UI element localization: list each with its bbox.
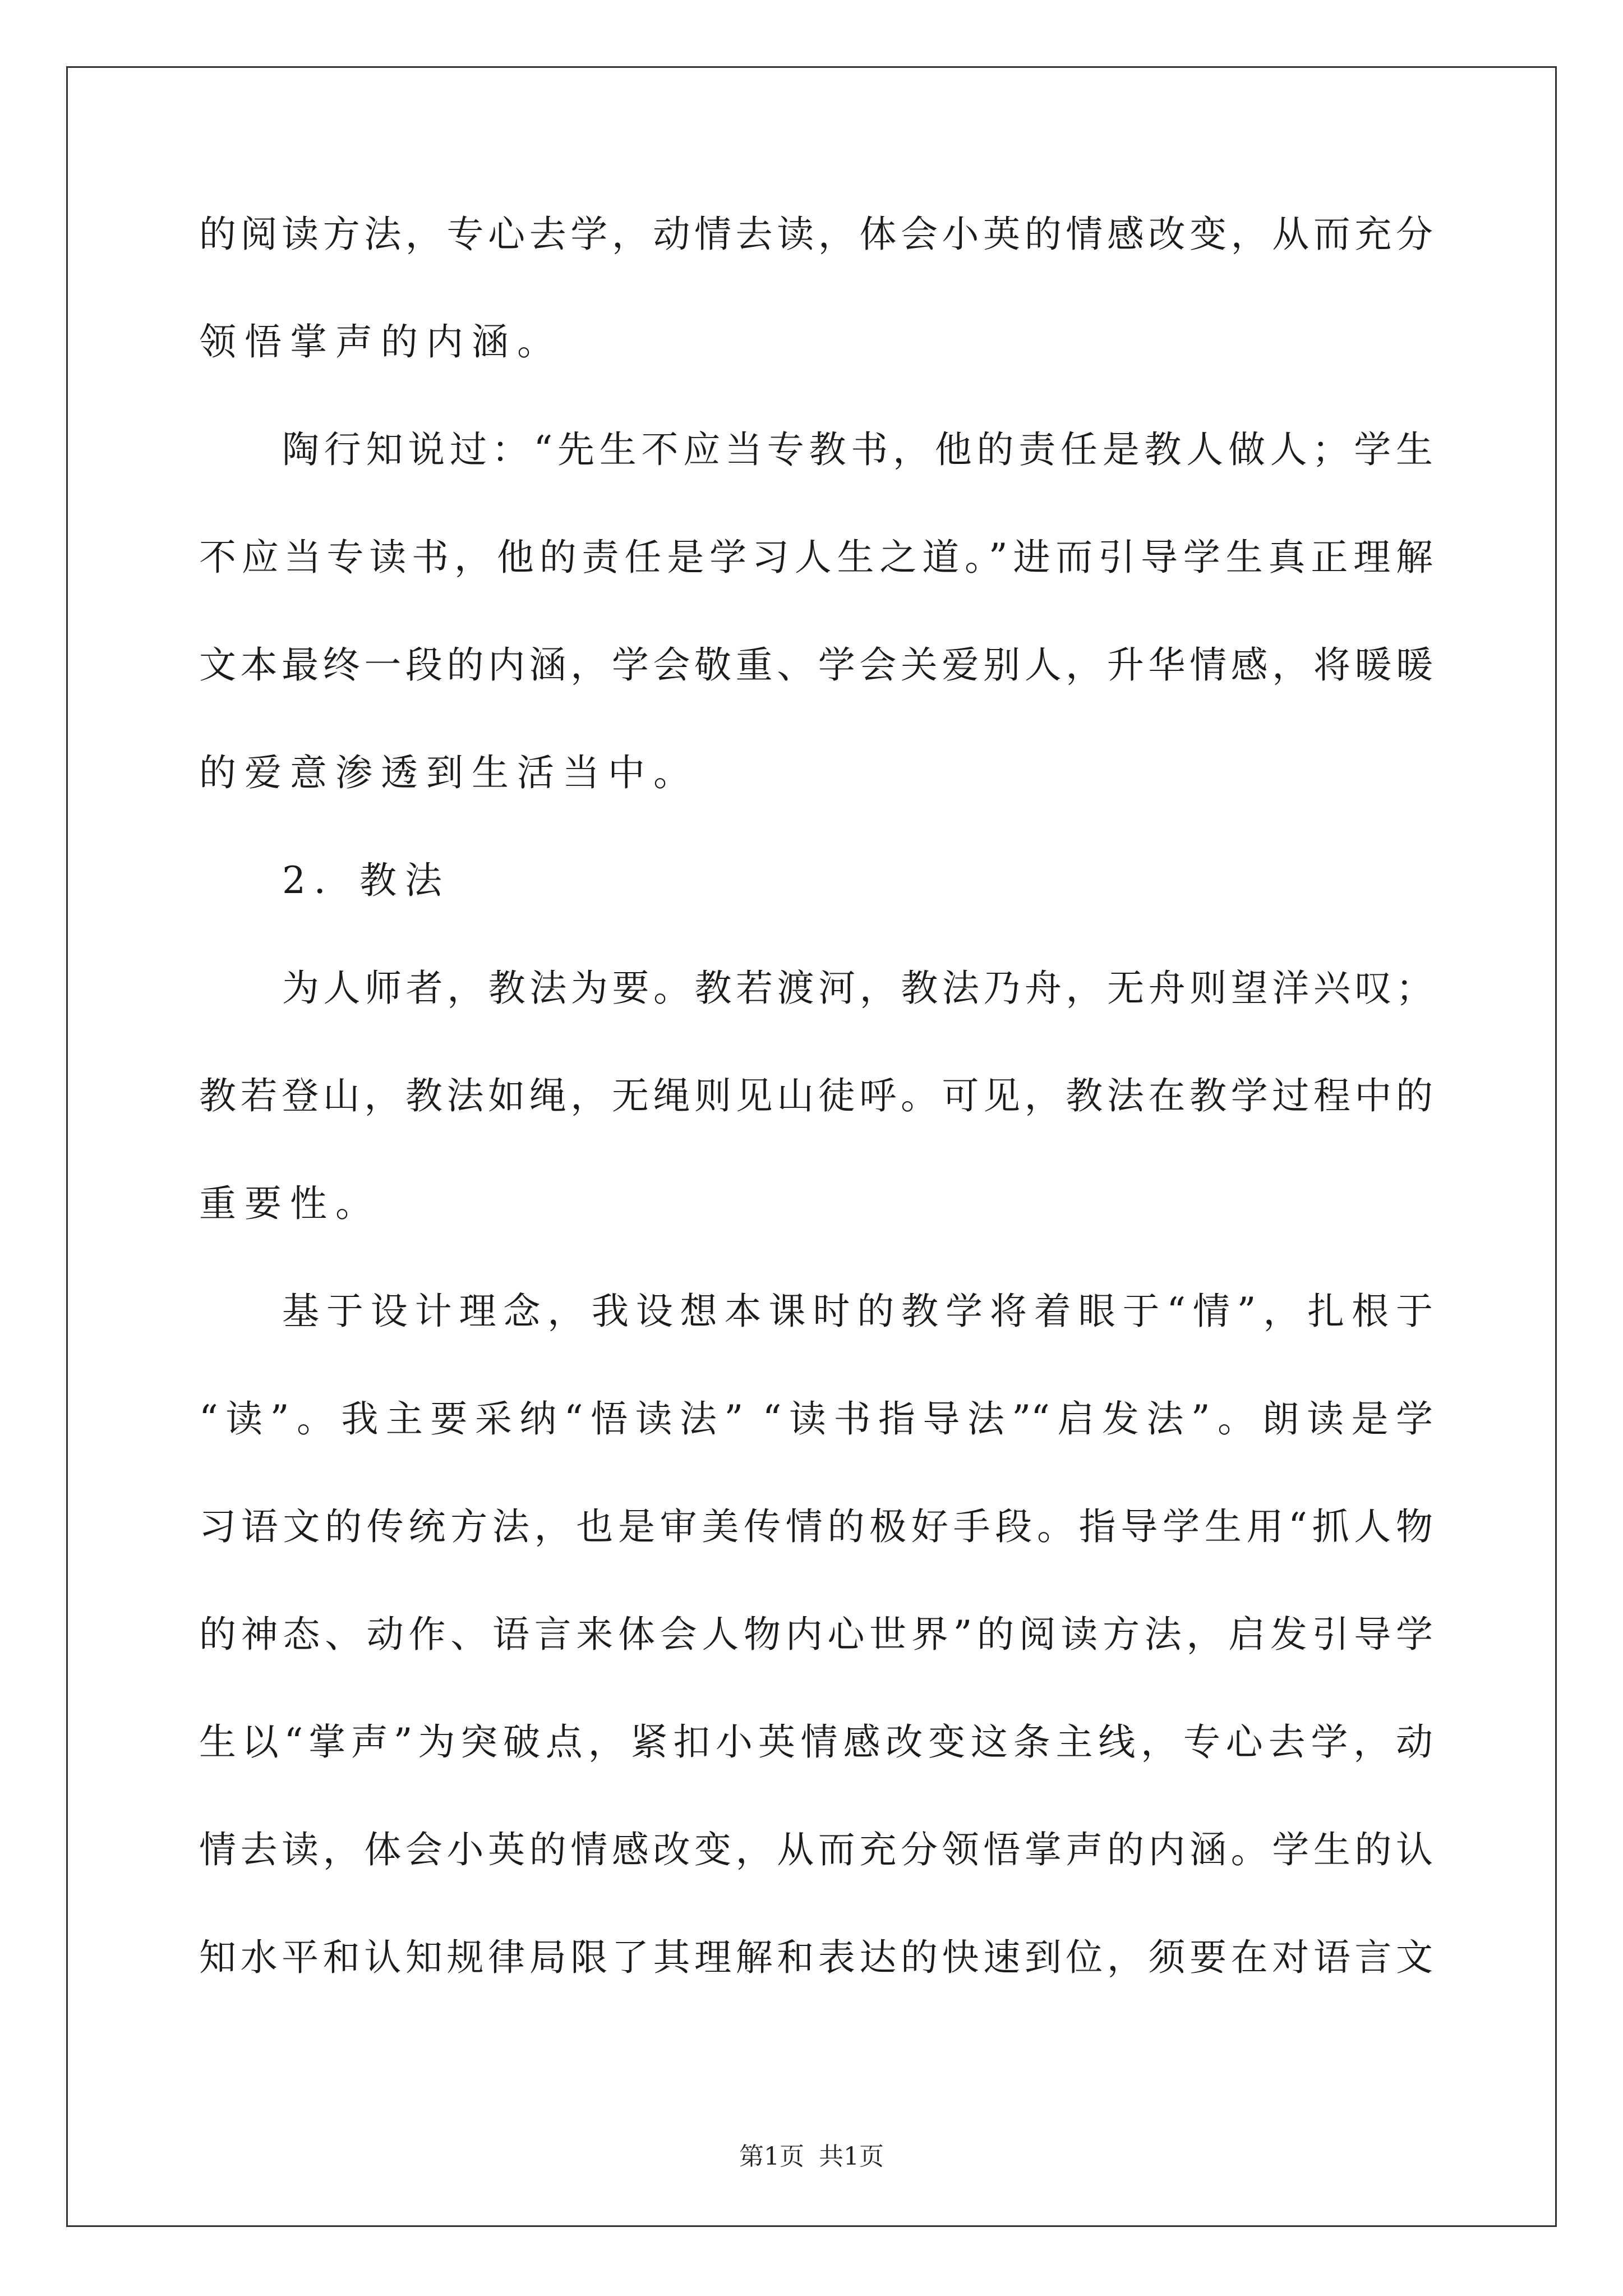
text-line: 陶行知说过：“先生不应当专教书，他的责任是教人做人；学生 xyxy=(282,428,1433,471)
text-line: 基于设计理念，我设想本课时的教学将着眼于“情”，扎根于 xyxy=(282,1290,1433,1333)
text-line: 的爱意渗透到生活当中。 xyxy=(199,751,699,794)
page-footer xyxy=(0,2136,1623,2172)
page-total: 共1页 xyxy=(819,2142,884,2171)
text-line: 教若登山，教法如绳，无绳则见山徒呼。可见，教法在教学过程中的 xyxy=(199,1074,1433,1117)
text-line: 为人师者，教法为要。教若渡河，教法乃舟，无舟则望洋兴叹； xyxy=(282,967,1433,1010)
text-line: 2．教法 xyxy=(282,859,450,902)
text-line: 文本最终一段的内涵，学会敬重、学会关爱别人，升华情感，将暖暖 xyxy=(199,643,1433,687)
text-line: 知水平和认知规律局限了其理解和表达的快速到位，须要在对语言文 xyxy=(199,1936,1433,1979)
text-line: 不应当专读书，他的责任是学习人生之道。”进而引导学生真正理解 xyxy=(199,536,1433,579)
text-line: “读”。我主要采纳“悟读法” “读书指导法”“启发法”。朗读是学 xyxy=(199,1397,1433,1441)
text-line: 的神态、动作、语言来体会人物内心世界”的阅读方法，启发引导学 xyxy=(199,1613,1433,1656)
text-line: 生以“掌声”为突破点，紧扣小英情感改变这条主线，专心去学，动 xyxy=(199,1720,1433,1764)
text-line: 领悟掌声的内涵。 xyxy=(199,320,562,364)
page-number: 第1页 xyxy=(739,2142,804,2171)
text-line: 重要性。 xyxy=(199,1182,381,1225)
document-body xyxy=(199,213,1433,2047)
text-line: 的阅读方法，专心去学，动情去读，体会小英的情感改变，从而充分 xyxy=(199,213,1433,256)
text-line: 习语文的传统方法，也是审美传情的极好手段。指导学生用“抓人物 xyxy=(199,1505,1433,1548)
text-line: 情去读，体会小英的情感改变，从而充分领悟掌声的内涵。学生的认 xyxy=(199,1828,1433,1871)
